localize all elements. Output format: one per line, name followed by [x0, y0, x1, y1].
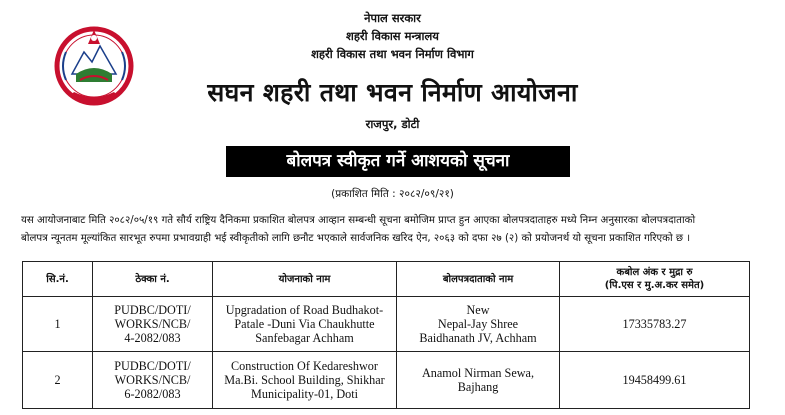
- bidder-line: Nepal-Jay Shree: [437, 317, 519, 331]
- office-title: सघन शहरी तथा भवन निर्माण आयोजना: [207, 78, 578, 107]
- cell-contract: [93, 297, 213, 352]
- project-line: Patale -Duni Via Chaukhutte: [234, 317, 375, 331]
- header-amount-line: कबोल अंक र मुद्रा रु: [616, 267, 693, 278]
- office-location: राजपुर, डोटी: [365, 117, 420, 131]
- paragraph-line: यस आयोजनाबाट मिति २०८२/०५/१९ गते सौर्य राष्ट्रिय दैनिकमा प्रकाशित बोलपत्र आव्हान सम्बन्धी सूचना बमोजिम प्राप्त हुन आएका बोलपत्रदाताहरु मध्ये निम्न अनुसारका बोलपत्रदाताको: [21, 215, 696, 226]
- government-name: नेपाल सरकार: [364, 11, 421, 25]
- cell-amount: 19458499.61: [560, 352, 750, 409]
- project-line: Construction Of Kedareshwor: [231, 359, 378, 373]
- header-bidder: बोलपत्रदाताको नाम: [397, 262, 560, 297]
- header-amount-line: (पि.एस र मु.अ.कर समेत): [604, 280, 705, 291]
- cell-sn: 1: [23, 297, 93, 352]
- contract-line: PUDBC/DOTI/: [114, 359, 191, 373]
- cell-bidder: [397, 297, 560, 352]
- notice-title: बोलपत्र स्वीकृत गर्ने आशयको सूचना: [226, 146, 570, 177]
- department-name: शहरी विकास तथा भवन निर्माण विभाग: [311, 47, 474, 61]
- table-row: [23, 352, 750, 409]
- project-line: Sanfebagar Achham: [255, 331, 354, 345]
- project-line: Ma.Bi. School Building, Shikhar: [224, 373, 385, 387]
- contract-line: WORKS/NCB/: [114, 317, 191, 331]
- header-project: योजनाको नाम: [213, 262, 397, 297]
- contract-line: WORKS/NCB/: [114, 373, 191, 387]
- notice-paragraph: [21, 212, 771, 248]
- contract-line: 6-2082/083: [124, 387, 181, 401]
- cell-project: [213, 352, 397, 409]
- bidder-line: Baidhanath JV, Achham: [419, 331, 537, 345]
- contract-line: PUDBC/DOTI/: [114, 303, 191, 317]
- table-header-row: [23, 262, 750, 297]
- bidder-line: New: [466, 303, 490, 317]
- header-amount: [560, 262, 750, 297]
- cell-project: [213, 297, 397, 352]
- cell-amount: 17335783.27: [560, 297, 750, 352]
- cell-contract: [93, 352, 213, 409]
- bidder-line: Anamol Nirman Sewa,: [421, 366, 535, 380]
- header-contract: ठेक्का नं.: [93, 262, 213, 297]
- bid-table: [22, 261, 750, 409]
- bidder-line: Bajhang: [457, 380, 499, 394]
- contract-line: 4-2082/083: [124, 331, 181, 345]
- project-line: Upgradation of Road Budhakot-: [225, 303, 384, 317]
- publish-date: (प्रकाशित मिति : २०८२/०९/२१): [331, 188, 454, 200]
- ministry-name: शहरी विकास मन्त्रालय: [346, 29, 439, 43]
- header-sn: सि.नं.: [23, 262, 93, 297]
- paragraph-line: बोलपत्र न्यूनतम मूल्यांकित सारभूत रुपमा प्रभावग्राही भई स्वीकृतीको लागि छनौट भएकाले सार्वजनिक खरिद ऐन, २०६३ को दफा २७ (२) को प्रयोजनर्थ यो सूचना प्रकाशित गरिएको छ ।: [21, 233, 691, 244]
- table-row: [23, 297, 750, 352]
- project-line: Municipality-01, Doti: [251, 387, 358, 401]
- cell-sn: 2: [23, 352, 93, 409]
- cell-bidder: [397, 352, 560, 409]
